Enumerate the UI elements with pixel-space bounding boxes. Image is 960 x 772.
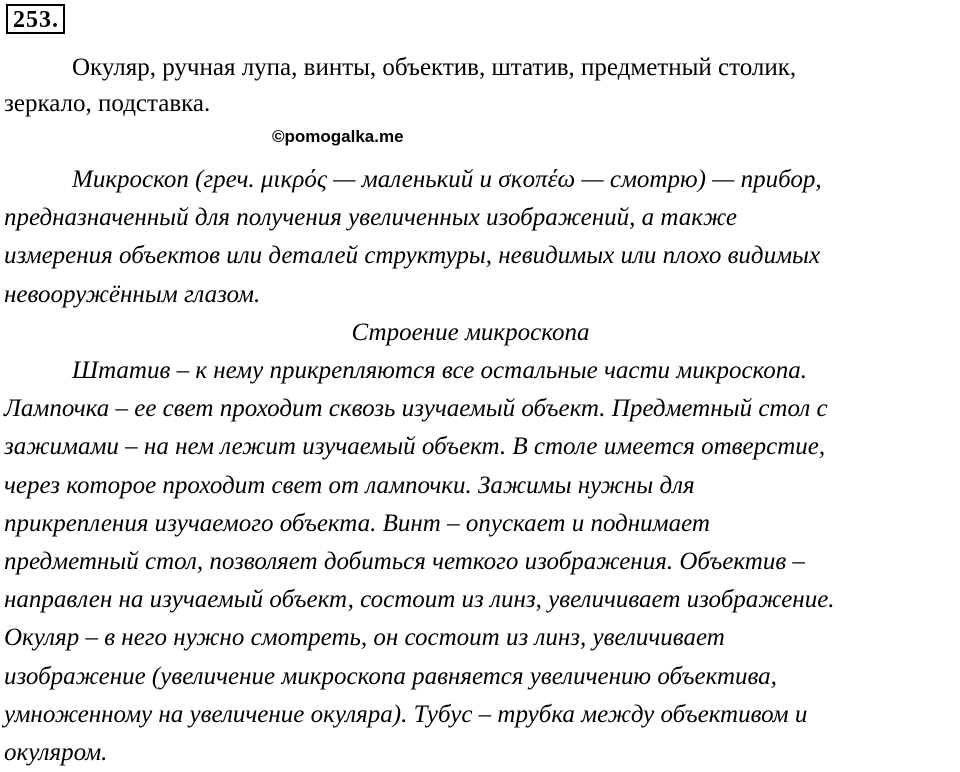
structure-line: Окуляр – в него нужно смотреть, он состоит из линз, увеличивает	[4, 624, 725, 652]
watermark: ©pomogalka.me	[272, 127, 404, 146]
definition-paragraph	[4, 161, 959, 314]
answer-line: Окуляр, ручная лупа, винты, объектив, штатив, предметный столик,	[72, 54, 797, 81]
structure-line: направлен на изучаемый объект, состоит из линз, увеличивает изображение.	[4, 586, 835, 614]
structure-paragraph	[4, 352, 959, 772]
structure-line: зажимами – на нем лежит изучаемый объект. В столе имеется отверстие,	[4, 433, 826, 461]
definition-line: невооружённым глазом.	[4, 280, 261, 308]
structure-line: предметный стол, позволяет добиться четкого изображения. Объектив –	[4, 548, 805, 576]
structure-line: изображение (увеличение микроскопа равняется увеличению объектива,	[4, 662, 777, 690]
microscope-text	[4, 161, 959, 772]
definition-line: измерения объектов или деталей структуры, невидимых или плохо видимых	[4, 242, 821, 270]
section-heading: Строение микроскопа	[351, 318, 590, 346]
structure-line: умноженному на увеличение окуляра). Тубус – трубка между объективом и	[4, 700, 808, 728]
definition-line: предназначенный для получения увеличенных изображений, а также	[4, 204, 737, 232]
structure-line: Штатив – к нему прикрепляются все остальные части микроскопа.	[72, 357, 808, 385]
structure-line: прикрепления изучаемого объекта. Винт – опускает и поднимает	[4, 509, 710, 537]
definition-line: Микроскоп (греч. μικρός — маленький и σκοπέω — смотрю) — прибор,	[72, 166, 822, 193]
answer-line: зеркало, подставка.	[4, 90, 211, 117]
structure-line: Лампочка – ее свет проходит сквозь изучаемый объект. Предметный стол с	[4, 395, 828, 423]
task-number-box: 253.	[6, 4, 65, 34]
answer-paragraph	[4, 50, 944, 122]
structure-line: через которое проходит свет от лампочки. Зажимы нужны для	[4, 471, 695, 499]
structure-line: окуляром.	[4, 739, 108, 767]
